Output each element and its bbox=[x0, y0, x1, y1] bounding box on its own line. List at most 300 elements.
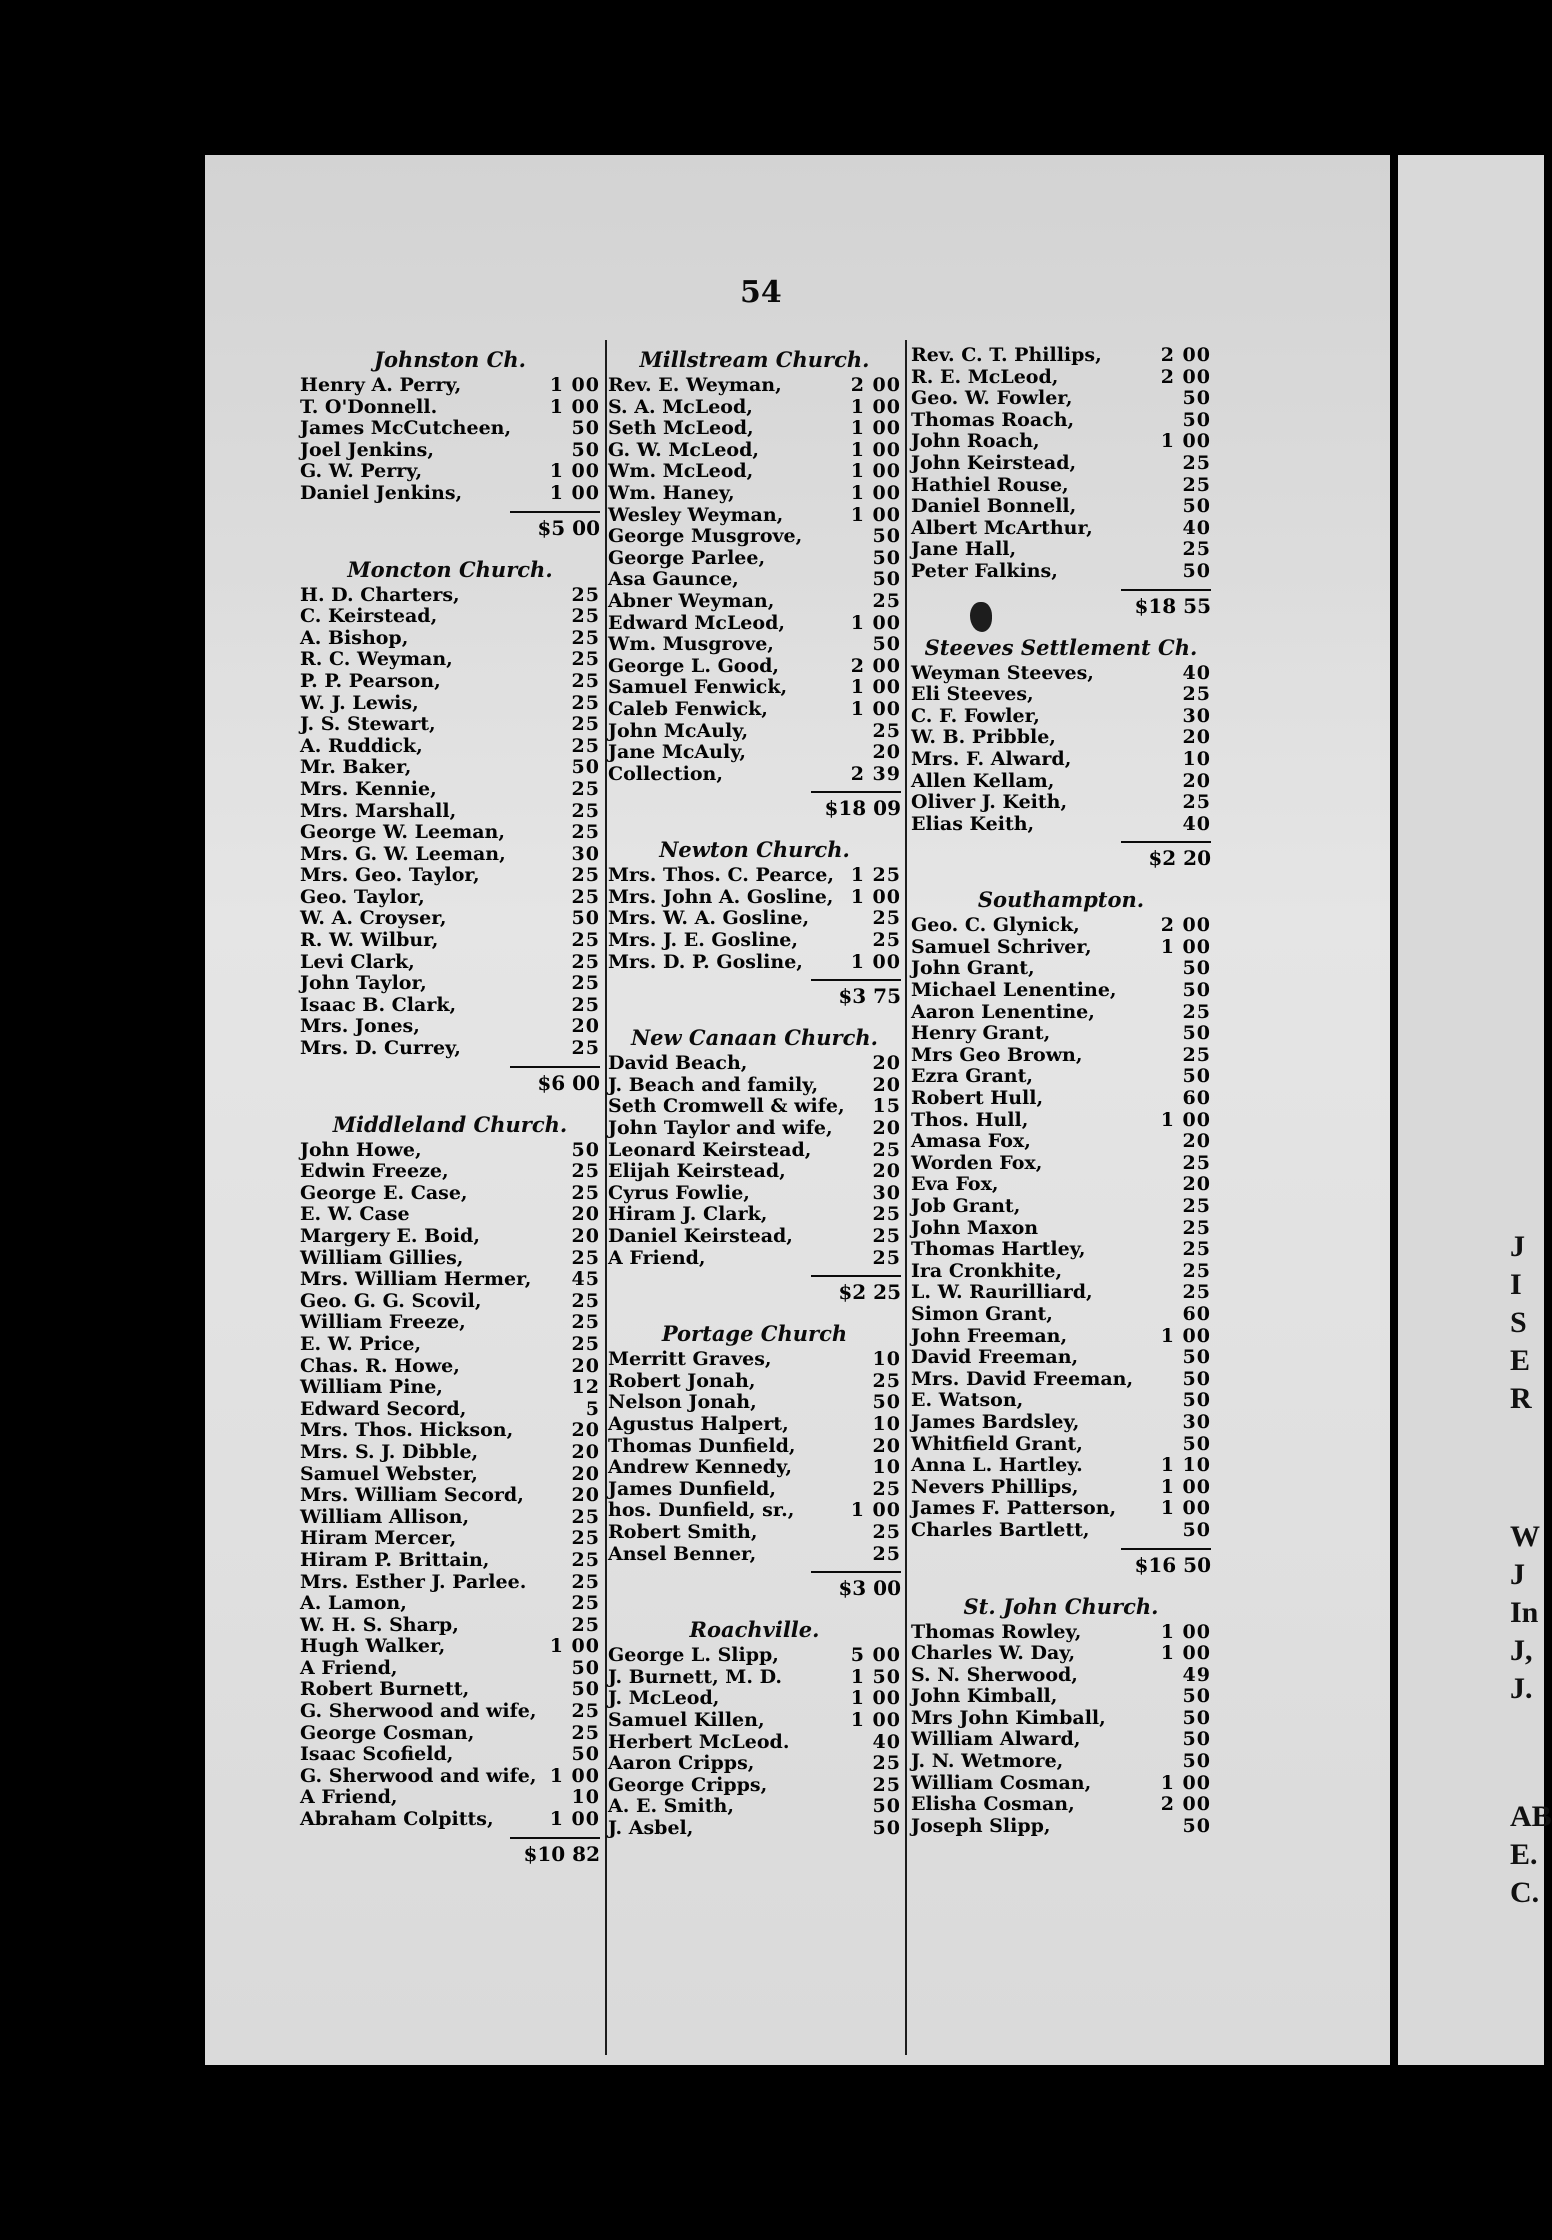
subscriber-row bbox=[911, 1665, 1211, 1687]
subscription-amount: 1 50 bbox=[850, 1665, 901, 1688]
subscriber-name: A Friend, bbox=[300, 1786, 398, 1809]
subscription-amount: 25 bbox=[571, 1505, 600, 1528]
subscriber-row bbox=[608, 721, 901, 743]
section-heading: Portage Church bbox=[661, 1321, 848, 1347]
adjacent-page-edge bbox=[1398, 155, 1552, 2065]
subscription-amount: 25 bbox=[1182, 451, 1211, 474]
subscriber-row bbox=[608, 397, 901, 419]
section-total: $5 00 bbox=[510, 511, 600, 543]
subscriber-row bbox=[300, 1787, 600, 1809]
subscription-amount: 1 10 bbox=[1160, 1454, 1211, 1477]
subscriber-name: Michael Lenentine, bbox=[911, 979, 1117, 1002]
subscription-amount: 50 bbox=[571, 1656, 600, 1679]
subscriber-row bbox=[911, 749, 1211, 771]
subscriber-name: Thos. Hull, bbox=[911, 1108, 1029, 1131]
subscriber-name: Samuel Killen, bbox=[608, 1708, 765, 1731]
church-section bbox=[911, 885, 1211, 1579]
subscription-amount: 50 bbox=[1182, 387, 1211, 410]
subscriber-name: Daniel Bonnell, bbox=[911, 495, 1077, 518]
subscriber-row bbox=[911, 1239, 1211, 1261]
subscriber-name: T. O'Donnell. bbox=[300, 395, 438, 418]
right-page-fragment: S bbox=[1510, 1306, 1527, 1339]
subscriber-name: Thomas Hartley, bbox=[911, 1238, 1086, 1261]
subscriber-row bbox=[300, 822, 600, 844]
subscriber-row bbox=[300, 1615, 600, 1637]
section-heading: Middleland Church. bbox=[332, 1111, 568, 1137]
subscriber-name: Levi Clark, bbox=[300, 950, 415, 973]
subscriber-row bbox=[300, 1442, 600, 1464]
subscriber-row bbox=[608, 613, 901, 635]
subscriber-name: Mrs. Jones, bbox=[300, 1015, 420, 1038]
subscriber-row bbox=[300, 671, 600, 693]
subscriber-name: John Grant, bbox=[911, 957, 1035, 980]
subscription-amount: 40 bbox=[1182, 812, 1211, 835]
subscriber-name: Mrs. D. Currey, bbox=[300, 1037, 461, 1060]
column-3 bbox=[911, 345, 1211, 1837]
subscription-amount: 50 bbox=[872, 1795, 901, 1818]
subscriber-row bbox=[608, 1161, 901, 1183]
subscriber-name: Mrs. John A. Gosline, bbox=[608, 885, 834, 908]
subscriber-name: William Cosman, bbox=[911, 1771, 1092, 1794]
subscriber-name: William Gillies, bbox=[300, 1246, 464, 1269]
subscriber-name: Merritt Graves, bbox=[608, 1348, 772, 1371]
subscription-amount: 10 bbox=[1182, 747, 1211, 770]
subscriber-row bbox=[911, 1174, 1211, 1196]
subscriber-name: Thomas Roach, bbox=[911, 408, 1075, 431]
subscriber-name: John Maxon bbox=[911, 1216, 1039, 1239]
column-divider-right bbox=[905, 340, 907, 2055]
subscriber-name: Geo. C. Glynick, bbox=[911, 914, 1080, 937]
subscriber-name: H. D. Charters, bbox=[300, 583, 460, 606]
subscription-amount: 20 bbox=[872, 741, 901, 764]
subscriber-name: Mrs. D. P. Gosline, bbox=[608, 950, 803, 973]
subscription-amount: 1 00 bbox=[850, 611, 901, 634]
subscription-amount: 15 bbox=[872, 1095, 901, 1118]
right-page-fragment: E. bbox=[1510, 1838, 1538, 1871]
subscriber-row bbox=[608, 1140, 901, 1162]
subscriber-row bbox=[911, 1196, 1211, 1218]
section-heading: Newton Church. bbox=[659, 837, 850, 863]
subscriber-name: Simon Grant, bbox=[911, 1302, 1053, 1325]
subscriber-row bbox=[608, 1522, 901, 1544]
subscriber-row bbox=[911, 937, 1211, 959]
subscriber-row bbox=[911, 684, 1211, 706]
subscriber-name: George Cosman, bbox=[300, 1721, 475, 1744]
subscription-amount: 25 bbox=[571, 1570, 600, 1593]
subscriber-row bbox=[300, 1701, 600, 1723]
subscription-amount: 1 00 bbox=[850, 697, 901, 720]
subscription-amount: 25 bbox=[872, 1542, 901, 1565]
subscriber-name: A. Ruddick, bbox=[300, 734, 423, 757]
subscription-amount: 20 bbox=[1182, 769, 1211, 792]
section-total: $10 82 bbox=[510, 1837, 600, 1869]
subscription-amount: 50 bbox=[1182, 1728, 1211, 1751]
subscriber-name: S. A. McLeod, bbox=[608, 395, 753, 418]
subscriber-name: Seth Cromwell & wife, bbox=[608, 1095, 845, 1118]
subscriber-name: Joel Jenkins, bbox=[300, 438, 434, 461]
subscriber-row bbox=[300, 757, 600, 779]
subscription-amount: 25 bbox=[571, 777, 600, 800]
subscriber-name: Mrs. Esther J. Parlee. bbox=[300, 1570, 527, 1593]
subscription-amount: 2 39 bbox=[850, 762, 901, 785]
subscriber-row bbox=[911, 1477, 1211, 1499]
subscriber-row bbox=[911, 915, 1211, 937]
subscription-amount: 1 00 bbox=[549, 1635, 600, 1658]
subscriber-name: George L. Slipp, bbox=[608, 1644, 779, 1667]
subscriber-name: John Howe, bbox=[300, 1138, 422, 1161]
subscriber-row bbox=[300, 1140, 600, 1162]
subscription-amount: 45 bbox=[571, 1268, 600, 1291]
subscriber-row bbox=[300, 1528, 600, 1550]
subscriber-row bbox=[608, 1096, 901, 1118]
subscriber-row bbox=[300, 649, 600, 671]
subscriber-name: Mrs. F. Alward, bbox=[911, 747, 1072, 770]
subscription-amount: 30 bbox=[1182, 704, 1211, 727]
right-page-fragment: In bbox=[1510, 1596, 1539, 1629]
subscriber-name: Mrs. S. J. Dibble, bbox=[300, 1440, 479, 1463]
subscription-amount: 20 bbox=[872, 1073, 901, 1096]
subscriber-row bbox=[911, 706, 1211, 728]
section-heading: St. John Church. bbox=[963, 1593, 1159, 1619]
subscriber-row bbox=[300, 801, 600, 823]
subscriber-name: John Freeman, bbox=[911, 1324, 1068, 1347]
subscription-amount: 5 00 bbox=[850, 1644, 901, 1667]
subscription-amount: 25 bbox=[571, 626, 600, 649]
right-page-fragment: C. bbox=[1510, 1876, 1540, 1909]
subscriber-row bbox=[300, 973, 600, 995]
subscription-amount: 25 bbox=[872, 1225, 901, 1247]
subscriber-row bbox=[608, 1371, 901, 1393]
subscription-amount: 1 00 bbox=[549, 460, 600, 483]
subscriber-name: Henry Grant, bbox=[911, 1022, 1051, 1045]
subscription-amount: 20 bbox=[571, 1015, 600, 1038]
subscriber-name: Oliver J. Keith, bbox=[911, 791, 1068, 814]
subscriber-name: Andrew Kennedy, bbox=[608, 1456, 792, 1479]
subscriber-row bbox=[911, 1686, 1211, 1708]
subscriber-row bbox=[911, 539, 1211, 561]
subscription-amount: 50 bbox=[1182, 957, 1211, 980]
subscription-amount: 1 00 bbox=[1160, 1108, 1211, 1131]
subscriber-row bbox=[608, 505, 901, 527]
subscriber-row bbox=[300, 1356, 600, 1378]
subscription-amount: 20 bbox=[1182, 726, 1211, 749]
subscriber-name: Robert Burnett, bbox=[300, 1678, 470, 1701]
subscriber-name: Eva Fox, bbox=[911, 1173, 999, 1196]
subscriber-name: Daniel Keirstead, bbox=[608, 1225, 793, 1247]
subscriber-name: E. Watson, bbox=[911, 1389, 1024, 1412]
church-section bbox=[608, 835, 901, 1011]
section-heading: Millstream Church. bbox=[639, 347, 870, 372]
subscription-amount: 30 bbox=[872, 1181, 901, 1204]
subscriber-row bbox=[911, 1434, 1211, 1456]
subscription-amount: 20 bbox=[571, 1203, 600, 1226]
subscriber-name: A. Lamon, bbox=[300, 1592, 407, 1615]
subscriber-row bbox=[608, 1796, 901, 1818]
subscriber-name: Aaron Cripps, bbox=[608, 1752, 755, 1775]
subscription-amount: 10 bbox=[872, 1456, 901, 1479]
subscriber-name: Hathiel Rouse, bbox=[911, 473, 1069, 496]
subscription-amount: 20 bbox=[1182, 1173, 1211, 1196]
subscription-amount: 20 bbox=[571, 1354, 600, 1377]
subscriber-name: J. N. Wetmore, bbox=[911, 1750, 1064, 1773]
right-page-fragment: J bbox=[1510, 1558, 1525, 1591]
subscriber-name: G. W. Perry, bbox=[300, 460, 423, 483]
subscriber-row bbox=[911, 1390, 1211, 1412]
subscriber-row bbox=[911, 1088, 1211, 1110]
subscription-amount: 50 bbox=[1182, 559, 1211, 582]
subscriber-name: Abraham Colpitts, bbox=[300, 1808, 494, 1831]
section-heading: Steeves Settlement Ch. bbox=[924, 634, 1198, 660]
subscription-amount: 25 bbox=[872, 1138, 901, 1161]
subscriber-row bbox=[300, 1291, 600, 1313]
subscriber-name: Samuel Schriver, bbox=[911, 935, 1092, 958]
section-total: $6 00 bbox=[510, 1066, 600, 1098]
subscriber-name: Charles Bartlett, bbox=[911, 1518, 1090, 1541]
ink-blot bbox=[970, 602, 992, 632]
subscription-amount: 25 bbox=[1182, 791, 1211, 814]
subscription-amount: 1 00 bbox=[850, 417, 901, 440]
subscriber-row bbox=[300, 1183, 600, 1205]
subscription-amount: 1 00 bbox=[850, 438, 901, 461]
subscriber-row bbox=[911, 1622, 1211, 1644]
right-page-fragment: J, bbox=[1510, 1634, 1533, 1667]
subscriber-row bbox=[911, 1412, 1211, 1434]
subscriber-name: Mrs. David Freeman, bbox=[911, 1367, 1134, 1390]
subscriber-row bbox=[608, 1226, 901, 1248]
subscriber-name: George E. Case, bbox=[300, 1181, 468, 1204]
subscription-amount: 25 bbox=[872, 1246, 901, 1269]
subscription-amount: 25 bbox=[571, 713, 600, 736]
subscriber-row bbox=[911, 1261, 1211, 1283]
subscriber-name: John McAuly, bbox=[608, 719, 749, 742]
subscriber-name: Amasa Fox, bbox=[911, 1130, 1031, 1153]
subscriber-name: Whitfield Grant, bbox=[911, 1432, 1083, 1455]
subscriber-row bbox=[911, 1110, 1211, 1132]
document-page bbox=[205, 155, 1390, 2065]
subscriber-name: Mrs. G. W. Leeman, bbox=[300, 842, 506, 865]
subscriber-name: E. W. Case bbox=[300, 1203, 410, 1226]
subscriber-row bbox=[911, 771, 1211, 793]
column-2 bbox=[608, 345, 901, 1839]
subscription-amount: 10 bbox=[571, 1786, 600, 1809]
subscription-amount: 25 bbox=[571, 1548, 600, 1571]
subscriber-row bbox=[300, 461, 600, 483]
subscriber-name: George W. Leeman, bbox=[300, 821, 505, 844]
subscription-amount: 1 00 bbox=[1160, 935, 1211, 958]
subscriber-name: Mrs. J. E. Gosline, bbox=[608, 929, 798, 952]
subscriber-row bbox=[608, 1457, 901, 1479]
subscription-amount: 25 bbox=[571, 993, 600, 1016]
subscription-amount: 25 bbox=[571, 691, 600, 714]
subscriber-row bbox=[300, 1809, 600, 1831]
subscriber-row bbox=[300, 995, 600, 1017]
subscriber-row bbox=[608, 1688, 901, 1710]
subscriber-row bbox=[300, 844, 600, 866]
subscriber-name: Geo. W. Fowler, bbox=[911, 387, 1073, 410]
subscription-amount: 50 bbox=[1182, 979, 1211, 1002]
subscription-amount: 1 00 bbox=[549, 481, 600, 504]
subscription-amount: 50 bbox=[872, 633, 901, 656]
subscription-amount: 2 00 bbox=[850, 654, 901, 677]
church-section bbox=[911, 345, 1211, 621]
right-page-fragment: I bbox=[1510, 1268, 1522, 1301]
subscriber-row bbox=[608, 1414, 901, 1436]
subscriber-row bbox=[300, 1658, 600, 1680]
subscription-amount: 10 bbox=[872, 1348, 901, 1371]
subscription-amount: 25 bbox=[571, 1246, 600, 1269]
subscriber-row bbox=[608, 1645, 901, 1667]
subscription-amount: 25 bbox=[571, 1721, 600, 1744]
subscription-amount: 25 bbox=[571, 1332, 600, 1355]
subscriber-name: Elias Keith, bbox=[911, 812, 1035, 835]
subscriber-name: Cyrus Fowlie, bbox=[608, 1181, 750, 1204]
subscriber-name: Mrs. W. A. Gosline, bbox=[608, 907, 810, 930]
subscriber-row bbox=[608, 526, 901, 548]
subscriber-row bbox=[911, 814, 1211, 836]
subscription-amount: 60 bbox=[1182, 1087, 1211, 1110]
subscriber-row bbox=[608, 1118, 901, 1140]
subscription-amount: 1 00 bbox=[850, 885, 901, 908]
subscriber-row bbox=[300, 606, 600, 628]
subscriber-row bbox=[300, 693, 600, 715]
subscriber-row bbox=[608, 1710, 901, 1732]
subscriber-name: Edwin Freeze, bbox=[300, 1160, 449, 1183]
subscriber-row bbox=[300, 908, 600, 930]
subscription-amount: 1 00 bbox=[850, 1499, 901, 1522]
subscription-amount: 25 bbox=[1182, 1043, 1211, 1066]
church-section bbox=[608, 345, 901, 823]
subscription-amount: 50 bbox=[1182, 1432, 1211, 1455]
subscription-amount: 20 bbox=[571, 1484, 600, 1507]
subscriber-row bbox=[300, 1485, 600, 1507]
subscriber-row bbox=[911, 1794, 1211, 1816]
subscriber-name: Jane Hall, bbox=[911, 538, 1017, 561]
subscriber-row bbox=[300, 865, 600, 887]
right-page-fragment: W bbox=[1510, 1520, 1540, 1553]
subscription-amount: 25 bbox=[571, 734, 600, 757]
subscriber-row bbox=[911, 1282, 1211, 1304]
subscription-amount: 2 00 bbox=[1160, 344, 1211, 366]
subscription-amount: 25 bbox=[571, 799, 600, 822]
subscriber-name: Allen Kellam, bbox=[911, 769, 1055, 792]
subscriber-row bbox=[911, 1326, 1211, 1348]
subscription-amount: 25 bbox=[571, 1160, 600, 1183]
subscriber-name: Job Grant, bbox=[911, 1195, 1021, 1217]
subscriber-name: Mrs John Kimball, bbox=[911, 1706, 1106, 1729]
subscriber-row bbox=[911, 980, 1211, 1002]
subscriber-row bbox=[911, 367, 1211, 389]
subscription-amount: 25 bbox=[1182, 1259, 1211, 1282]
subscription-amount: 10 bbox=[872, 1412, 901, 1435]
subscriber-name: W. H. S. Sharp, bbox=[300, 1613, 459, 1636]
subscription-amount: 50 bbox=[571, 1678, 600, 1701]
subscription-amount: 25 bbox=[571, 1527, 600, 1550]
subscriber-name: A Friend, bbox=[608, 1246, 706, 1269]
subscription-amount: 1 00 bbox=[1160, 1771, 1211, 1794]
subscription-amount: 50 bbox=[872, 1391, 901, 1414]
subscriber-row bbox=[911, 518, 1211, 540]
subscriber-name: Ezra Grant, bbox=[911, 1065, 1033, 1088]
subscriber-row bbox=[911, 475, 1211, 497]
subscription-amount: 25 bbox=[571, 1311, 600, 1334]
subscriber-name: Ira Cronkhite, bbox=[911, 1259, 1063, 1282]
subscriber-row bbox=[911, 453, 1211, 475]
subscriber-name: Wm. Haney, bbox=[608, 481, 735, 504]
church-section bbox=[300, 1110, 600, 1869]
subscriber-name: Elisha Cosman, bbox=[911, 1793, 1075, 1816]
right-page-fragment: R bbox=[1510, 1382, 1532, 1415]
church-section bbox=[608, 1615, 901, 1839]
subscriber-row bbox=[911, 1520, 1211, 1542]
subscriber-row bbox=[300, 1038, 600, 1060]
subscriber-name: Robert Hull, bbox=[911, 1087, 1044, 1110]
subscriber-name: Geo. G. G. Scovil, bbox=[300, 1289, 482, 1312]
subscriber-row bbox=[608, 699, 901, 721]
subscription-amount: 1 00 bbox=[1160, 1324, 1211, 1347]
subscription-amount: 25 bbox=[571, 929, 600, 952]
subscriber-row bbox=[608, 1053, 901, 1075]
subscriber-name: John Kimball, bbox=[911, 1685, 1058, 1708]
subscriber-row bbox=[608, 634, 901, 656]
subscriber-name: David Beach, bbox=[608, 1052, 748, 1075]
subscriber-row bbox=[911, 1002, 1211, 1024]
subscriber-name: Worden Fox, bbox=[911, 1151, 1043, 1174]
column-divider-left bbox=[605, 340, 607, 2055]
subscriber-name: Mrs. Marshall, bbox=[300, 799, 457, 822]
subscription-amount: 30 bbox=[1182, 1410, 1211, 1433]
subscriber-row bbox=[300, 1204, 600, 1226]
subscriber-name: Wm. Musgrove, bbox=[608, 633, 774, 656]
subscriber-name: Charles W. Day, bbox=[911, 1642, 1076, 1665]
subscriber-row bbox=[608, 1753, 901, 1775]
subscriber-row bbox=[300, 887, 600, 909]
subscription-amount: 1 00 bbox=[850, 395, 901, 418]
subscription-amount: 1 00 bbox=[850, 676, 901, 699]
subscriber-name: W. J. Lewis, bbox=[300, 691, 419, 714]
subscriber-row bbox=[911, 1816, 1211, 1838]
subscription-amount: 50 bbox=[571, 756, 600, 779]
subscriber-row bbox=[608, 1436, 901, 1458]
subscriber-name: James McCutcheen, bbox=[300, 417, 512, 440]
subscription-amount: 20 bbox=[571, 1225, 600, 1247]
subscription-amount: 25 bbox=[1182, 1195, 1211, 1217]
subscriber-row bbox=[911, 727, 1211, 749]
subscription-amount: 20 bbox=[571, 1440, 600, 1463]
subscription-amount: 2 00 bbox=[1160, 365, 1211, 388]
subscription-amount: 25 bbox=[1182, 1000, 1211, 1023]
subscriber-row bbox=[911, 1023, 1211, 1045]
section-heading: Southampton. bbox=[977, 887, 1145, 913]
subscriber-row bbox=[911, 1751, 1211, 1773]
subscriber-name: George L. Good, bbox=[608, 654, 780, 677]
subscriber-name: Chas. R. Howe, bbox=[300, 1354, 460, 1377]
subscriber-name: Agustus Halpert, bbox=[608, 1412, 789, 1435]
subscriber-name: Margery E. Boid, bbox=[300, 1225, 480, 1247]
subscription-amount: 25 bbox=[1182, 683, 1211, 706]
subscription-amount: 25 bbox=[571, 648, 600, 671]
subscriber-name: Isaac B. Clark, bbox=[300, 993, 457, 1016]
subscription-amount: 1 00 bbox=[1160, 1497, 1211, 1520]
subscriber-row bbox=[608, 1667, 901, 1689]
subscription-amount: 25 bbox=[571, 864, 600, 887]
subscriber-name: J. McLeod, bbox=[608, 1687, 720, 1710]
subscriber-name: Mr. Baker, bbox=[300, 756, 412, 779]
subscriber-name: W. A. Croyser, bbox=[300, 907, 447, 930]
subscription-amount: 50 bbox=[1182, 1750, 1211, 1773]
section-total: $3 00 bbox=[811, 1571, 901, 1603]
subscription-amount: 50 bbox=[872, 546, 901, 569]
subscriber-row bbox=[911, 1369, 1211, 1391]
